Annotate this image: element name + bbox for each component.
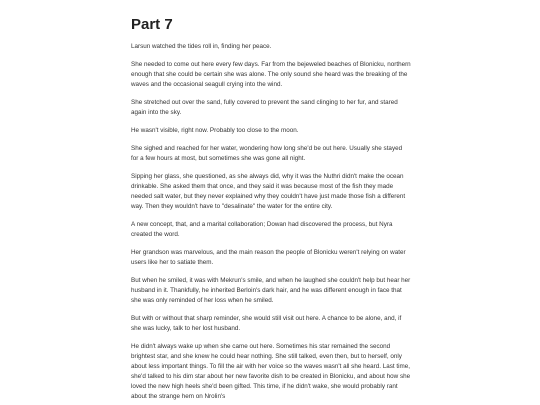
paragraph: She needed to come out here every few days. Far from the bejeweled beaches of Blonicku, northern enough that she could be certain she was alone. The only sound she heard was the breaking of the waves and the occasional seagull crying into the wind.: [131, 61, 411, 88]
document-body: [131, 16, 411, 402]
paragraph: He wasn't visible, right now. Probably too close to the moon.: [131, 127, 299, 134]
paragraph: Sipping her glass, she questioned, as she always did, why it was the Nuthri didn't make the ocean drinkable. She asked them that once, and they said it was because most of the fish they made needed salt water, but they never explained why they couldn't have just made those fish a different way. Then they wouldn't have to "desalinate" the water for the entire city.: [131, 173, 406, 210]
paragraph: Larsun watched the tides roll in, finding her peace.: [131, 43, 272, 50]
paragraph: She stretched out over the sand, fully covered to prevent the sand clinging to her fur, and stared again into the sky.: [131, 99, 398, 116]
page-title: Part 7: [131, 16, 173, 33]
paragraph: A new concept, that, and a marital collaboration; Dowan had discovered the process, but Nyra created the word.: [131, 221, 393, 238]
paragraph: She sighed and reached for her water, wondering how long she'd be out here. Usually she stayed for a few hours at most, but sometimes she was gone all night.: [131, 145, 403, 162]
paragraph: He didn't always wake up when she came out here. Sometimes his star remained the second brightest star, and she knew he could hear nothing. She still talked, even then, but to herself, only about less important things. To fill the air with her voice so the waves wasn't all she heard. Last time, she'd talked to his dim star about her new favorite dish to be created in Blonicku, and about how she loved the new high heels she'd been gifted. This time, if he didn't wake, she would probably rant about the strange hem on Nrolin's: [131, 343, 411, 400]
paragraph: But when he smiled, it was with Mekrun's smile, and when he laughed she couldn't help but hear her husband in it. Thankfully, he inherited Berloin's dark hair, and he was different enough in face that she was only reminded of her loss when he smiled.: [131, 277, 411, 304]
paragraph: But with or without that sharp reminder, she would still visit out here. A chance to be alone, and, if she was lucky, talk to her lost husband.: [131, 315, 402, 332]
paragraph: Her grandson was marvelous, and the main reason the people of Blonicku weren't relying on water users like her to satiate them.: [131, 249, 406, 266]
